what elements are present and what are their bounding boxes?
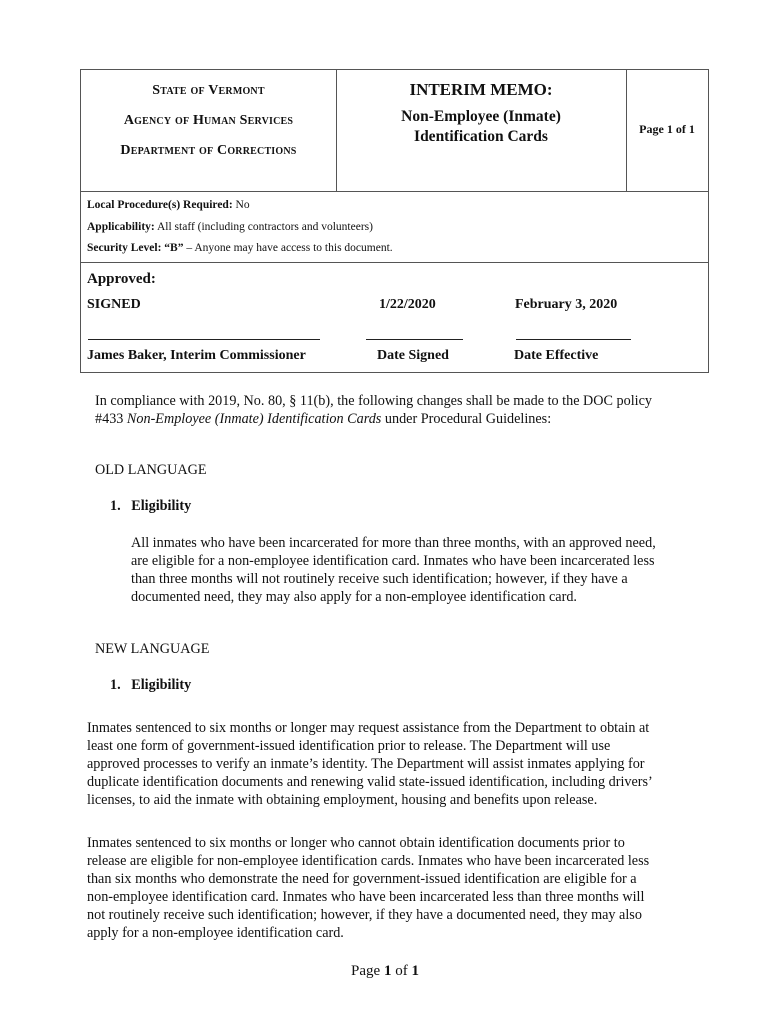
new-paragraph-2-line: not routinely receive such identification; however, if they have a documented need, they may also: [87, 907, 642, 923]
new-eligibility-item: 1. Eligibility: [110, 677, 192, 693]
date-effective-value: February 3, 2020: [515, 297, 618, 312]
page-footer-of: of: [391, 963, 412, 979]
date-effective-label: Date Effective: [514, 348, 599, 363]
old-paragraph: [131, 534, 656, 606]
old-paragraph-line: than three months will not routinely receive such identification; however, if they have a: [131, 571, 628, 587]
old-paragraph-line: All inmates who have been incarcerated for more than three months, with an approved need,: [131, 535, 656, 551]
intro-suffix: under Procedural Guidelines:: [381, 411, 552, 427]
old-eligibility-item: 1. Eligibility: [110, 498, 192, 514]
signature-line: [88, 339, 320, 340]
new-paragraph-2-line: release are eligible for non-employee identification cards. Inmates who have been incarcerated less: [87, 853, 650, 869]
memo-title-cell: [336, 70, 627, 191]
page-footer-number: 1: [383, 963, 392, 979]
new-paragraph-2-line: non-employee identification card. Inmates who have been incarcerated less than three months will: [87, 889, 645, 905]
old-paragraph-line: are eligible for a non-employee identification card. Inmates who have been incarcerated less: [131, 553, 655, 569]
applicability-label: Applicability:: [87, 221, 155, 233]
new-paragraph-1-line: Inmates sentenced to six months or longer may request assistance from the Department to obtain at: [87, 720, 650, 736]
applicability-value: All staff (including contractors and volunteers): [156, 221, 373, 233]
new-paragraph-2-line: apply for a non-employee identification card.: [87, 925, 344, 941]
agency-cell: [81, 70, 337, 191]
page-footer-total: 1: [411, 963, 419, 979]
page-footer-prefix: Page: [351, 963, 384, 979]
old-language-heading: OLD LANGUAGE: [95, 462, 207, 478]
page-footer: [0, 963, 770, 980]
security-level-value: – Anyone may have access to this document.: [186, 242, 393, 254]
local-procedure-line: [87, 199, 250, 211]
agency-name: Agency of Human Services: [123, 113, 294, 128]
applicability-line: [87, 221, 373, 233]
approval-row: [81, 262, 708, 372]
new-paragraph-1-line: licenses, to aid the inmate with obtaining employment, housing and benefits upon release.: [87, 792, 598, 808]
date-signed-line: [366, 339, 463, 340]
approved-label: Approved:: [87, 271, 156, 287]
local-procedure-value: No: [235, 199, 250, 211]
intro-policy-number: #433: [95, 411, 127, 427]
memo-title: INTERIM MEMO:: [409, 80, 553, 99]
new-language-heading: NEW LANGUAGE: [95, 641, 210, 657]
header-top-row: [81, 70, 708, 192]
memo-subtitle-line-1: Non-Employee (Inmate): [401, 108, 561, 125]
new-paragraph-2-line: than six months who demonstrate the need for government-issued identification are eligible for a: [87, 871, 637, 887]
intro-line-1: In compliance with 2019, No. 80, § 11(b), the following changes shall be made to the DOC policy: [95, 393, 653, 409]
intro-policy-title: Non-Employee (Inmate) Identification Cards: [126, 411, 382, 427]
new-paragraph-1: [87, 719, 653, 809]
old-paragraph-line: documented need, they may also apply for a non-employee identification card.: [131, 589, 577, 605]
header-page-label: Page 1 of 1: [639, 122, 695, 136]
date-signed-label: Date Signed: [377, 348, 449, 363]
signer-name: James Baker, Interim Commissioner: [87, 348, 306, 363]
new-paragraph-2-line: Inmates sentenced to six months or longer who cannot obtain identification documents prior to: [87, 835, 625, 851]
info-row: [81, 191, 708, 263]
agency-state: State of Vermont: [152, 83, 265, 98]
intro-line-2: [95, 410, 551, 428]
date-effective-line: [516, 339, 631, 340]
security-level-line: [87, 242, 393, 254]
date-signed-value: 1/22/2020: [379, 297, 436, 312]
new-paragraph-1-line: duplicate identification documents and renewing valid state-issued identification, including drivers’: [87, 774, 653, 790]
memo-subtitle: [336, 107, 626, 147]
signed-text: SIGNED: [87, 297, 141, 312]
new-paragraph-2: [87, 834, 649, 942]
local-procedure-label: Local Procedure(s) Required:: [87, 199, 233, 211]
new-paragraph-1-line: least one form of government-issued identification prior to release. The Department will use: [87, 738, 611, 754]
new-paragraph-1-line: approved processes to verify an inmate’s identity. The Department will assist inmates applying for: [87, 756, 645, 772]
memo-subtitle-line-2: Identification Cards: [414, 128, 548, 145]
page-cell: [626, 70, 708, 191]
header-box: [80, 69, 709, 373]
security-level-label: Security Level: “B”: [87, 242, 184, 254]
agency-department: Department of Corrections: [120, 143, 297, 158]
